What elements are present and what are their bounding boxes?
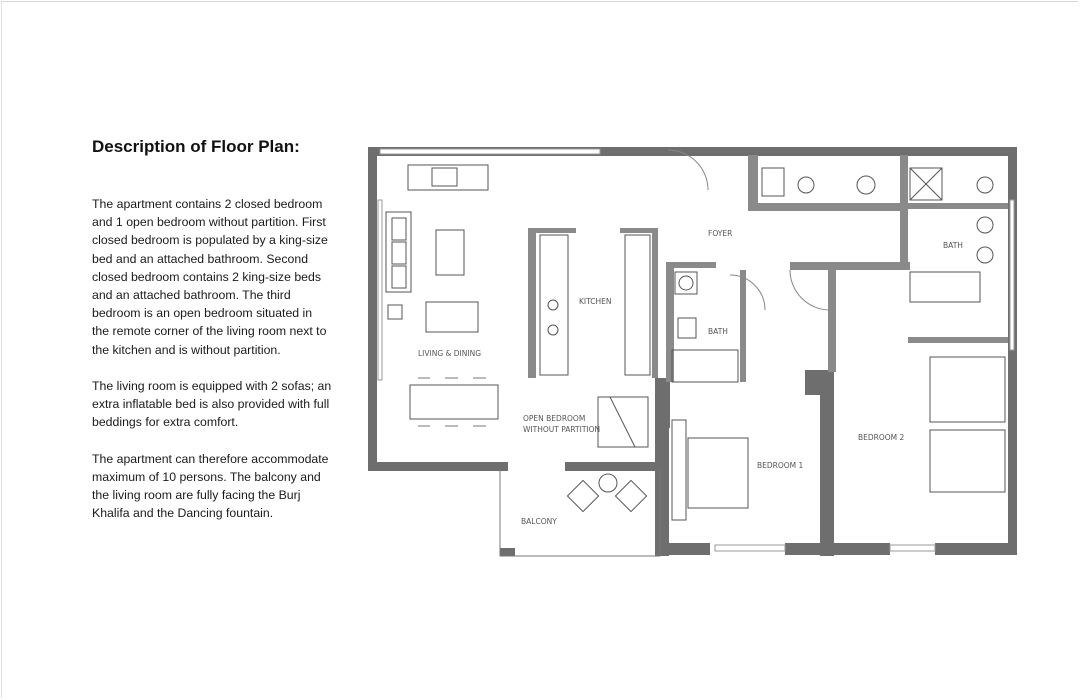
label-bedroom-2: BEDROOM 2 — [858, 433, 905, 442]
description-paragraph: The apartment contains 2 closed bedroom and 1 open bedroom without partition. First closed bedroom is populated by a king-size bed and an attached bathroom. Second closed bedroom contains 2 king-size beds and an attached bathroom. The third bedroom is an open bedroom situated in the remote corner of the living room next to the kitchen and is without partition. — [92, 197, 328, 357]
label-open-bedroom-sub: WITHOUT PARTITION — [523, 425, 601, 434]
label-open-bedroom: OPEN BEDROOM — [523, 414, 586, 423]
label-living-dining: LIVING & DINING — [418, 349, 482, 358]
description-paragraph: The living room is equipped with 2 sofas; an extra inflatable bed is also provided with full beddings for extra comfort. — [92, 379, 332, 430]
label-kitchen: KITCHEN — [579, 297, 612, 306]
description-paragraph: The apartment can therefore accommodate maximum of 10 persons. The balcony and the living room are fully facing the Burj Khalifa and the Dancing fountain. — [92, 451, 329, 521]
page-title: Description of Floor Plan: — [92, 137, 300, 156]
label-bath-top: BATH — [943, 241, 963, 250]
interior-walls — [528, 155, 1008, 382]
description-text — [92, 195, 332, 541]
label-balcony: BALCONY — [521, 517, 557, 526]
label-bedroom-1: BEDROOM 1 — [757, 461, 804, 470]
floor-plan-drawing — [360, 140, 1025, 565]
label-foyer: FOYER — [708, 229, 733, 238]
label-bath-mid: BATH — [708, 327, 728, 336]
